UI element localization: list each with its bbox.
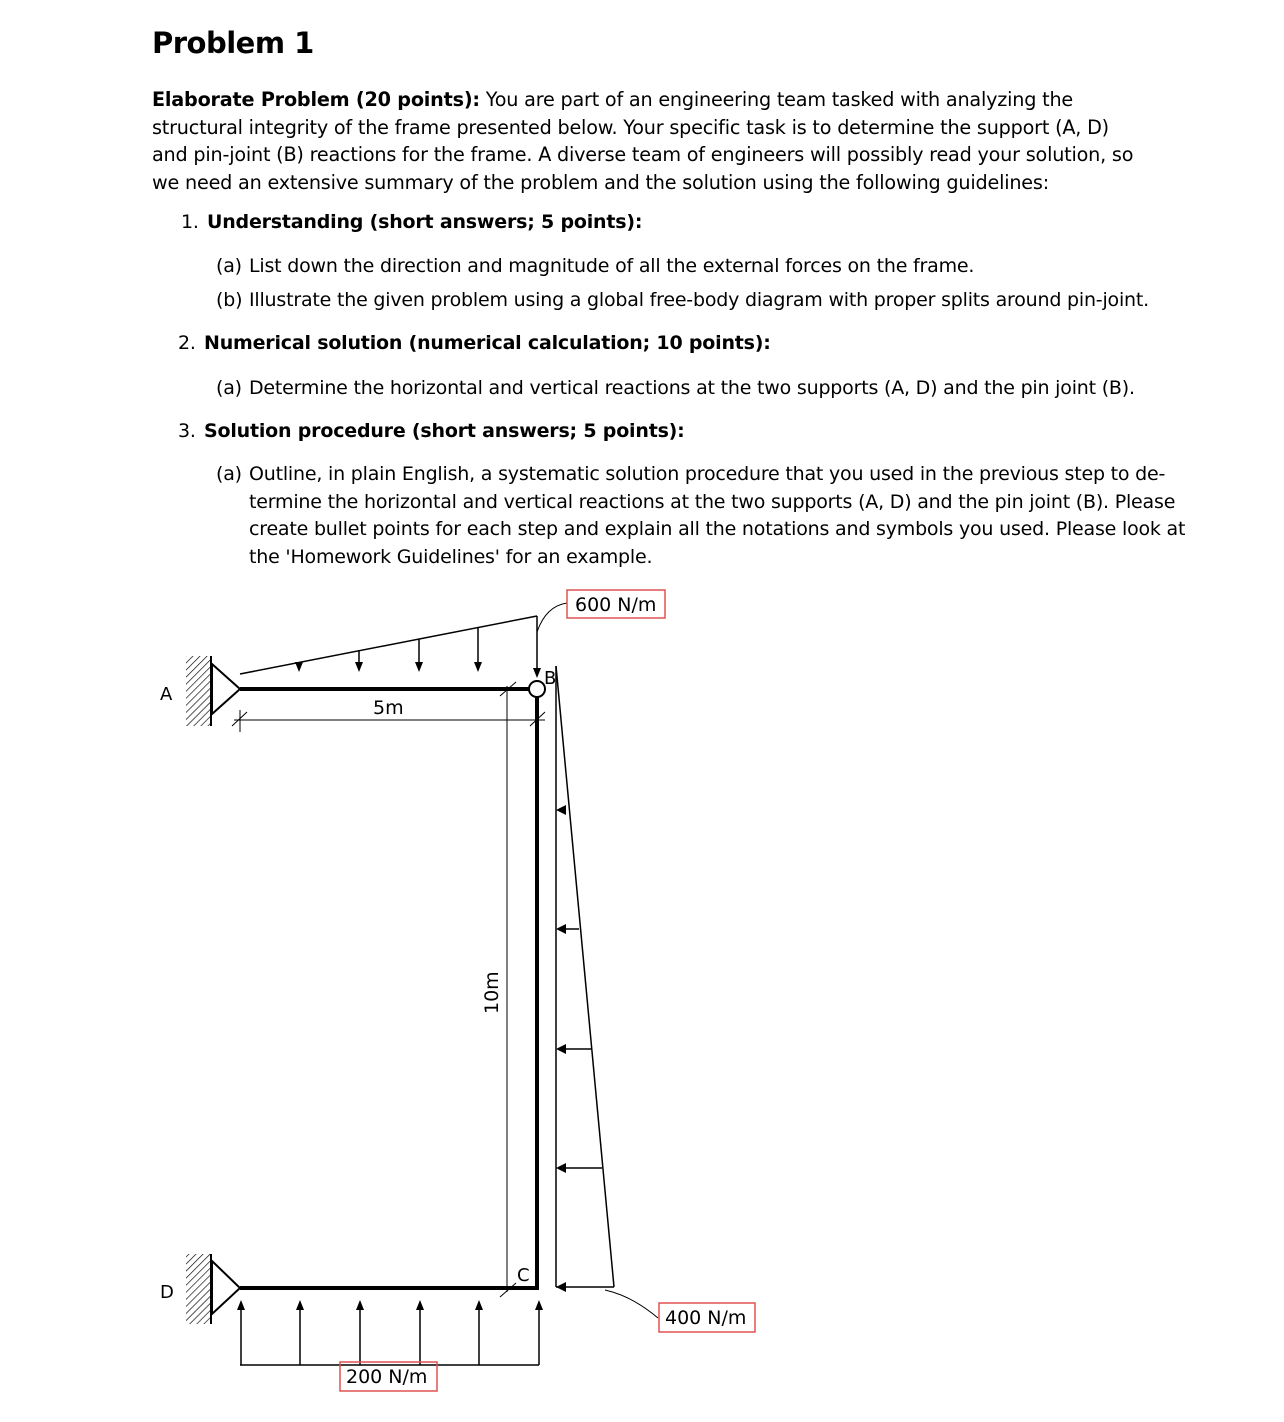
guideline-item-1: 1. Understanding (short answers; 5 points): <box>181 211 643 233</box>
pin-support-a <box>186 656 240 726</box>
guideline-item-2: 2. Numerical solution (numerical calculation; 10 points): <box>178 332 771 354</box>
load-value-top: 600 N/m <box>575 594 657 616</box>
right-distributed-load <box>556 666 658 1318</box>
bottom-distributed-load <box>237 1300 543 1365</box>
load-value-bottom: 200 N/m <box>346 1366 428 1388</box>
guideline-title: Solution procedure (short answers; 5 points): <box>204 420 685 442</box>
guideline-item-3: 3. Solution procedure (short answers; 5 points): <box>178 420 685 442</box>
guideline-sub-text-line: termine the horizontal and vertical reactions at the two supports (A, D) and the pin joint (B). Please <box>249 491 1176 513</box>
page-title: Problem 1 <box>152 26 314 60</box>
dimension-vertical: 10m <box>481 971 503 1014</box>
guideline-sub-text-line: the 'Homework Guidelines' for an example. <box>249 546 653 568</box>
top-distributed-load <box>240 603 567 678</box>
guideline-sub-text-line: Outline, in plain English, a systematic solution procedure that you used in the previous step to de- <box>249 463 1166 485</box>
pin-support-d <box>186 1254 240 1324</box>
label-b: B <box>544 668 557 689</box>
intro-lead: Elaborate Problem (20 points): <box>152 88 480 111</box>
load-value-right: 400 N/m <box>665 1307 747 1329</box>
label-a: A <box>160 684 173 705</box>
intro-body: You are part of an engineering team tasked with analyzing the structural integrity of the frame presented below. Your specific task is to determine the support (A, D) and pin-joint (B) reactions for the frame. A diverse team of engineers will possibly read your solution, so we need an extensive summary of the problem and the solution using the following guidelines: <box>152 88 1134 195</box>
pin-joint-b <box>529 681 545 697</box>
label-c: C <box>517 1265 530 1286</box>
guideline-title: Understanding (short answers; 5 points): <box>207 211 643 233</box>
dimension-horizontal: 5m <box>373 697 404 719</box>
label-d: D <box>160 1282 174 1303</box>
guideline-title: Numerical solution (numerical calculation; 10 points): <box>204 332 771 354</box>
guideline-sub-text-line: create bullet points for each step and explain all the notations and symbols you used. Please look at <box>249 518 1186 540</box>
